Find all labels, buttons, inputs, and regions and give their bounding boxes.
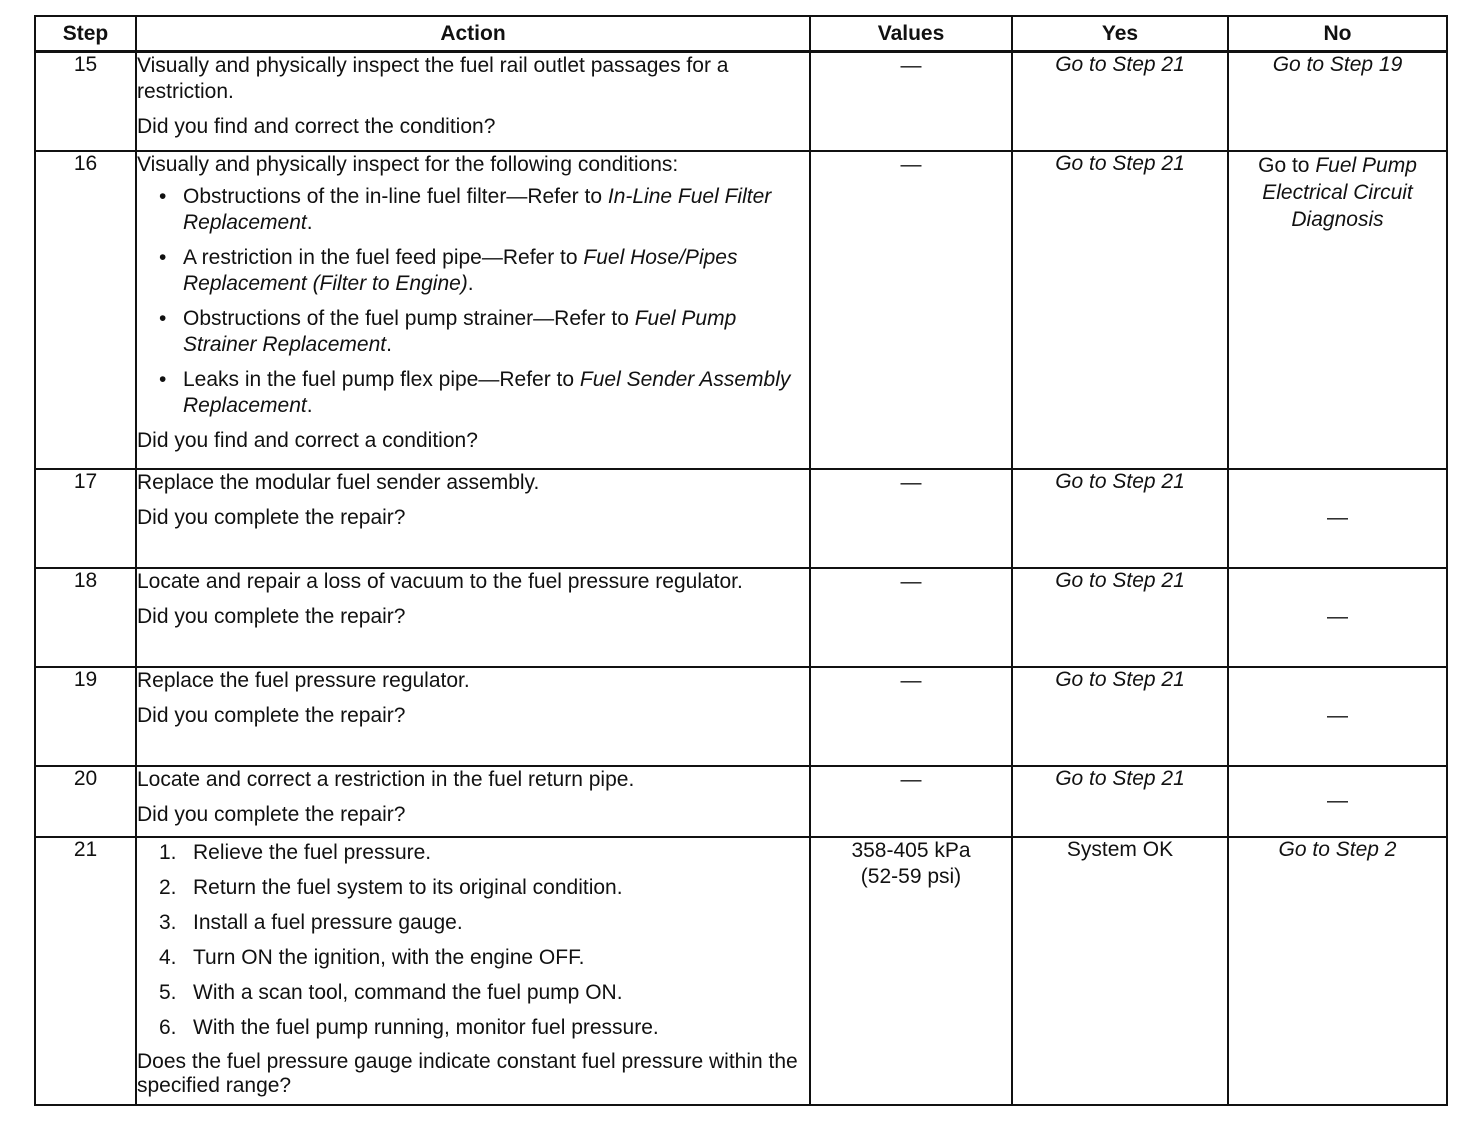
diagnostic-table bbox=[34, 15, 1448, 1106]
bullet-end: . bbox=[386, 332, 392, 356]
action-text: Replace the fuel pressure regulator. bbox=[137, 668, 470, 692]
list-item bbox=[159, 910, 809, 936]
yes-action[interactable]: Go to Step 21 bbox=[1012, 766, 1228, 837]
table-row bbox=[35, 52, 1447, 151]
list-item bbox=[159, 367, 809, 419]
step-index: 2. bbox=[159, 875, 177, 899]
reference-link[interactable]: In-Line Fuel Filter Replacement bbox=[183, 184, 772, 234]
no-action: — bbox=[1228, 766, 1447, 837]
action-cell bbox=[136, 667, 810, 766]
bullet-end: . bbox=[306, 393, 313, 417]
list-item bbox=[159, 184, 809, 236]
no-prefix: Go to bbox=[1258, 153, 1316, 177]
step-text: Relieve the fuel pressure. bbox=[193, 840, 432, 864]
table-row bbox=[35, 837, 1447, 1105]
reference-link[interactable]: Fuel Pump Electrical Circuit Diagnosis bbox=[1262, 153, 1417, 231]
yes-action[interactable]: Go to Step 21 bbox=[1012, 151, 1228, 469]
action-question: Did you complete the repair? bbox=[137, 604, 406, 628]
step-number: 15 bbox=[35, 52, 136, 151]
action-text: Locate and repair a loss of vacuum to the fuel pressure regulator. bbox=[137, 569, 743, 593]
pressure-psi: (52-59 psi) bbox=[860, 864, 962, 888]
action-question: Did you find and correct the condition? bbox=[137, 115, 496, 138]
no-action[interactable]: Go to Step 2 bbox=[1228, 837, 1447, 1105]
action-text: Locate and correct a restriction in the fuel return pipe. bbox=[137, 767, 635, 791]
no-action: — bbox=[1228, 667, 1447, 766]
reference-link[interactable]: Fuel Pump Strainer Replacement bbox=[183, 306, 737, 356]
step-number: 20 bbox=[35, 766, 136, 837]
no-action: — bbox=[1228, 568, 1447, 667]
values-cell: — bbox=[810, 52, 1012, 151]
step-index: 3. bbox=[159, 910, 177, 934]
list-item bbox=[159, 980, 809, 1006]
action-question: Did you find and correct a condition? bbox=[137, 428, 478, 452]
action-cell bbox=[136, 568, 810, 667]
bullet-end: . bbox=[306, 210, 313, 234]
header-yes: Yes bbox=[1012, 16, 1228, 52]
list-item bbox=[159, 306, 809, 358]
action-question: Did you complete the repair? bbox=[137, 703, 406, 727]
list-item bbox=[159, 945, 809, 971]
step-text: Return the fuel system to its original condition. bbox=[193, 875, 623, 899]
action-cell bbox=[136, 52, 810, 151]
values-cell bbox=[810, 837, 1012, 1105]
pressure-kpa: 358-405 kPa bbox=[851, 838, 971, 862]
procedure-list bbox=[137, 840, 809, 1041]
yes-action[interactable]: Go to Step 21 bbox=[1012, 469, 1228, 568]
values-cell: — bbox=[810, 469, 1012, 568]
action-text: Visually and physically inspect the fuel rail outlet passages for a restriction. bbox=[137, 54, 729, 103]
no-action[interactable] bbox=[1228, 151, 1447, 469]
action-cell bbox=[136, 469, 810, 568]
yes-action[interactable]: Go to Step 21 bbox=[1012, 667, 1228, 766]
table-row bbox=[35, 151, 1447, 469]
step-text: With the fuel pump running, monitor fuel pressure. bbox=[193, 1015, 659, 1039]
yes-action[interactable]: System OK bbox=[1012, 837, 1228, 1105]
no-action[interactable]: Go to Step 19 bbox=[1228, 52, 1447, 151]
step-number: 21 bbox=[35, 837, 136, 1105]
step-index: 6. bbox=[159, 1015, 177, 1039]
values-cell: — bbox=[810, 766, 1012, 837]
header-row bbox=[35, 16, 1447, 52]
no-action: — bbox=[1228, 469, 1447, 568]
step-number: 18 bbox=[35, 568, 136, 667]
step-number: 16 bbox=[35, 151, 136, 469]
header-action: Action bbox=[136, 16, 810, 52]
header-no: No bbox=[1228, 16, 1447, 52]
action-question: Did you complete the repair? bbox=[137, 802, 406, 826]
step-text: With a scan tool, command the fuel pump ON. bbox=[193, 980, 623, 1004]
header-values: Values bbox=[810, 16, 1012, 52]
yes-action[interactable]: Go to Step 21 bbox=[1012, 568, 1228, 667]
bullet-text: Obstructions of the fuel pump strainer—Refer to bbox=[183, 306, 635, 330]
table-row bbox=[35, 667, 1447, 766]
step-number: 17 bbox=[35, 469, 136, 568]
action-question: Did you complete the repair? bbox=[137, 505, 406, 529]
action-cell bbox=[136, 766, 810, 837]
reference-link[interactable]: Fuel Hose/Pipes Replacement (Filter to Engine) bbox=[183, 245, 738, 295]
action-question: Does the fuel pressure gauge indicate constant fuel pressure within the specified range? bbox=[137, 1049, 798, 1097]
bullet-text: A restriction in the fuel feed pipe—Refer to bbox=[183, 245, 584, 269]
condition-list bbox=[137, 184, 809, 419]
table-row bbox=[35, 766, 1447, 837]
list-item bbox=[159, 1015, 809, 1041]
list-item bbox=[159, 840, 809, 866]
table-row bbox=[35, 568, 1447, 667]
values-cell: — bbox=[810, 667, 1012, 766]
step-text: Install a fuel pressure gauge. bbox=[193, 910, 463, 934]
table-row bbox=[35, 469, 1447, 568]
action-text: Replace the modular fuel sender assembly. bbox=[137, 470, 540, 494]
values-cell: — bbox=[810, 151, 1012, 469]
step-index: 4. bbox=[159, 945, 177, 969]
header-step: Step bbox=[35, 16, 136, 52]
list-item bbox=[159, 875, 809, 901]
values-cell: — bbox=[810, 568, 1012, 667]
bullet-text: Leaks in the fuel pump flex pipe—Refer to bbox=[183, 367, 580, 391]
step-text: Turn ON the ignition, with the engine OFF. bbox=[193, 945, 585, 969]
action-cell bbox=[136, 151, 810, 469]
step-number: 19 bbox=[35, 667, 136, 766]
bullet-text: Obstructions of the in-line fuel filter—Refer to bbox=[183, 184, 608, 208]
list-item bbox=[159, 245, 809, 297]
step-index: 5. bbox=[159, 980, 177, 1004]
action-cell bbox=[136, 837, 810, 1105]
reference-link[interactable]: Fuel Sender Assembly Replacement bbox=[183, 367, 791, 417]
step-index: 1. bbox=[159, 840, 177, 864]
yes-action[interactable]: Go to Step 21 bbox=[1012, 52, 1228, 151]
bullet-end: . bbox=[467, 271, 474, 295]
action-text: Visually and physically inspect for the following conditions: bbox=[137, 152, 679, 176]
